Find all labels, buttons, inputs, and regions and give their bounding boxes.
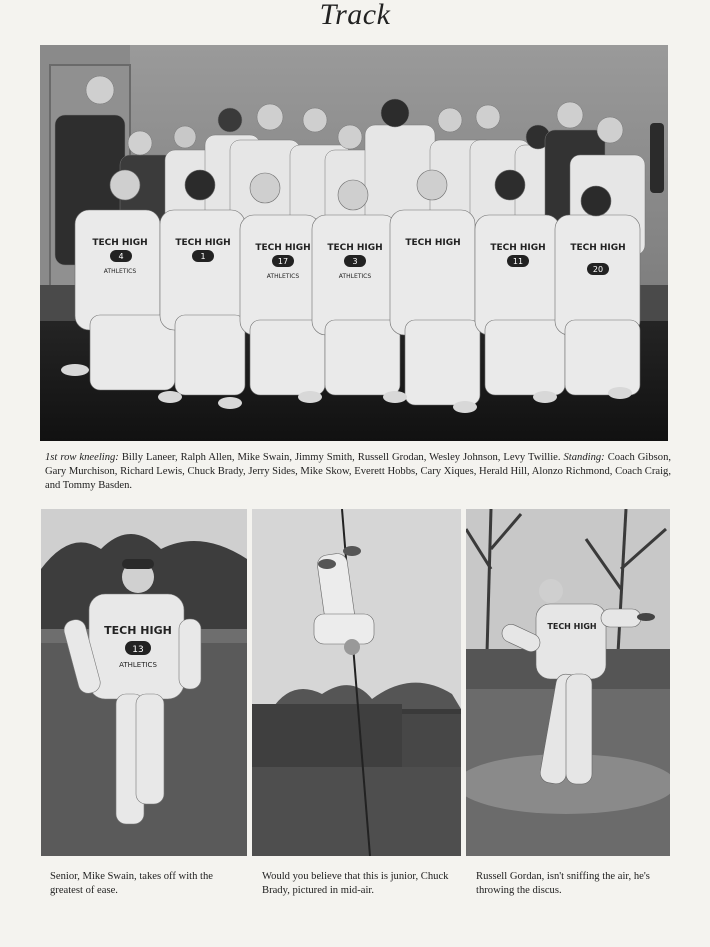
team-sweatshirt-label-2: TECH HIGH [175, 238, 231, 248]
team-sweatshirt-label-1: TECH HIGH [92, 238, 148, 248]
team-sweatshirt-sub-3: ATHLETICS [266, 273, 300, 280]
team-photo [40, 45, 668, 441]
caption-standing-names: Coach Gibson, Gary Murchison, Richard Lewis, Chuck Brady, Jerry Sides, Mike Skow, Everett Hobbs, Cary Xiques, Herald Hill, Alonzo Richmond, Coach Craig, and Tommy Basden. [45, 452, 672, 491]
team-number-1: 4 [118, 252, 124, 261]
team-sweatshirt-label-4: TECH HIGH [327, 243, 383, 253]
caption-kneeling-lead: 1st row kneeling: [45, 452, 119, 463]
pole-vault-photo [252, 509, 461, 856]
team-photo-caption [45, 451, 671, 492]
team-sweatshirt-sub-1: ATHLETICS [103, 268, 137, 275]
team-sweatshirt-label-3: TECH HIGH [255, 243, 311, 253]
runner-sweatshirt-sub: ATHLETICS [119, 661, 157, 669]
caption-kneeling-names: Billy Laneer, Ralph Allen, Mike Swain, Jimmy Smith, Russell Grodan, Wesley Johnson, Levy Twillie. [121, 452, 561, 463]
team-sweatshirt-sub-4: ATHLETICS [338, 273, 372, 280]
team-number-4: 3 [352, 257, 358, 266]
caption-standing-lead: Standing: [563, 452, 605, 463]
runner-sweatshirt-label: TECH HIGH [104, 624, 172, 637]
team-number-6: 11 [512, 257, 524, 266]
team-sweatshirt-label-7: TECH HIGH [570, 243, 626, 253]
discus-caption: Russell Gordan, isn't sniffing the air, he's throwing the discus. [476, 871, 650, 896]
runner-jersey-number: 13 [132, 645, 144, 655]
discus-photo [466, 509, 670, 856]
team-sweatshirt-label-5: TECH HIGH [405, 238, 461, 248]
team-number-2: 1 [200, 252, 206, 261]
runner-caption: Senior, Mike Swain, takes off with the greatest of ease. [50, 871, 213, 896]
team-number-7: 20 [592, 265, 604, 274]
pole-vault-caption: Would you believe that this is junior, Chuck Brady, pictured in mid-air. [262, 871, 449, 896]
page-title: Track [319, 0, 391, 31]
discus-sweatshirt-label: TECH HIGH [547, 622, 597, 631]
team-sweatshirt-label-6: TECH HIGH [490, 243, 546, 253]
team-number-3: 17 [277, 257, 289, 266]
runner-photo [41, 509, 247, 856]
